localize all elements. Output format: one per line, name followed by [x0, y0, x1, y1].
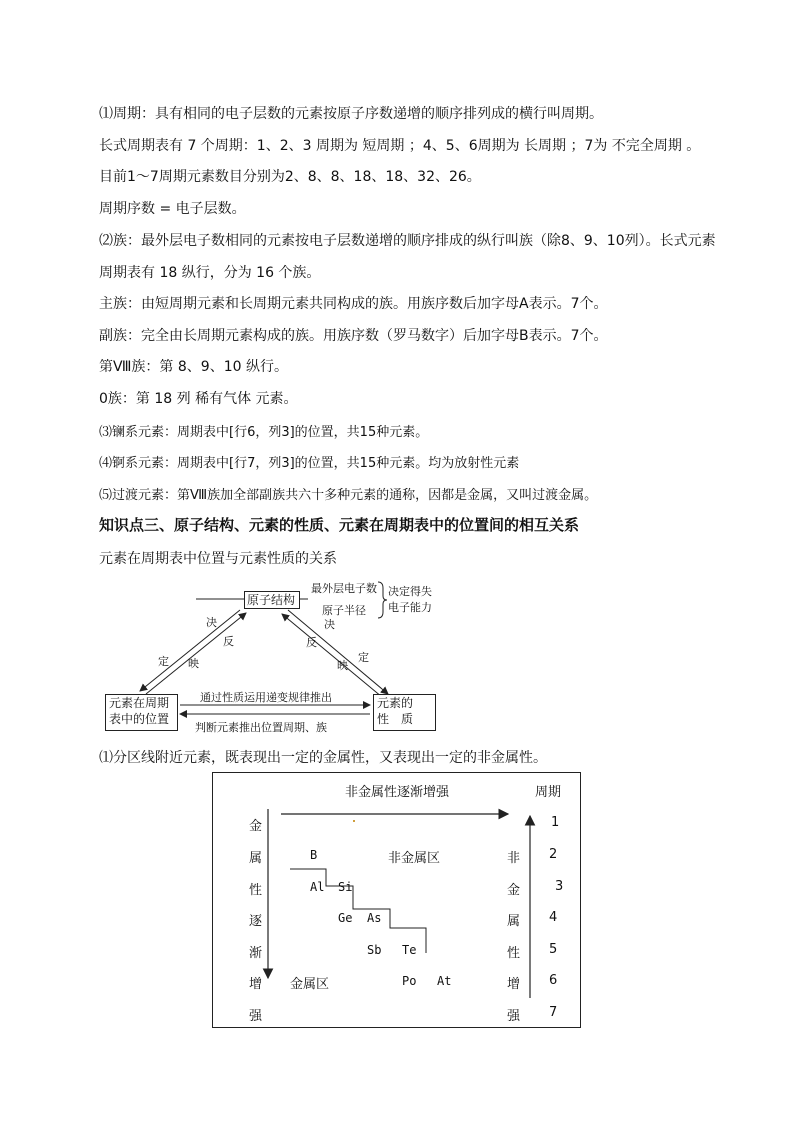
text-main-group: 主族：由短周期元素和长周期元素共同构成的族。用族序数后加字母A表示。7个。: [99, 296, 608, 312]
text-sub-group: 副族：完全由长周期元素构成的族。用族序数（罗马数字）后加字母B表示。7个。: [99, 328, 608, 344]
text-period-elements: 目前1～7周期元素数目分别为2、8、8、18、18、32、26。: [99, 169, 481, 185]
atom-structure-box: 原子结构: [244, 591, 300, 609]
left-vertical-char-7: 强: [249, 1009, 263, 1024]
trend-arrows: [213, 773, 580, 1027]
element-as: As: [367, 911, 382, 925]
derive-by-properties-label: 通过性质运用递变规律推出: [200, 691, 332, 704]
nonmetal-zone-label: 非金属区: [388, 851, 441, 866]
relationship-diagram: [100, 576, 440, 736]
period-number-7: 7: [549, 1005, 558, 1020]
right-vertical-char-5: 增: [507, 977, 521, 992]
properties-box: [373, 694, 436, 731]
left-arrow-char-3: 反: [223, 635, 234, 648]
metal-zone-label: 金属区: [290, 977, 330, 992]
derive-position-label: 判断元素推出位置周期、族: [195, 721, 327, 734]
text-group-definition: ⑵族：最外层电子数相同的元素按电子层数递增的顺序排成的纵行叫族（除8、9、10列）。长式元素: [99, 233, 716, 249]
right-vertical-char-4: 性: [507, 946, 521, 961]
element-al: Al: [310, 880, 325, 894]
text-group-viii: 第Ⅷ族：第 8、9、10 纵行。: [99, 359, 288, 375]
decide-label-1: 决定得失: [388, 585, 432, 598]
element-po: Po: [402, 974, 417, 988]
element-ge: Ge: [338, 911, 353, 925]
atomic-radius-label: 原子半径: [322, 604, 366, 617]
text-actinides: ⑷锕系元素：周期表中[行7，列3]的位置，共15种元素。均为放射性元素: [99, 456, 520, 471]
text-group-zero: 0族：第 18 列 稀有气体 元素。: [99, 391, 298, 407]
left-vertical-char-5: 渐: [249, 946, 263, 961]
left-vertical-char-4: 逐: [249, 914, 263, 929]
period-number-5: 5: [549, 942, 558, 957]
properties-box-line-2: 性 质: [377, 712, 414, 726]
text-period-count: 长式周期表有 7 个周期：1、2、3 周期为 短周期 ；4、5、6周期为 长周期 ；7为 不完全周期 。: [99, 138, 701, 154]
right-arrow-char-2: 定: [358, 651, 369, 664]
right-vertical-char-3: 属: [507, 914, 521, 929]
period-number-2: 2: [549, 847, 558, 862]
element-sb: Sb: [367, 943, 382, 957]
text-period-number: 周期序数 = 电子层数。: [99, 201, 246, 217]
left-vertical-char-2: 属: [249, 851, 263, 866]
text-transition-elements: ⑸过渡元素：第Ⅷ族加全部副族共六十多种元素的通称，因都是金属，又叫过渡金属。: [99, 488, 598, 503]
element-b: B: [310, 848, 318, 862]
period-number-6: 6: [549, 973, 558, 988]
element-te: Te: [402, 943, 417, 957]
properties-box-line-1: 元素的: [377, 696, 414, 710]
period-number-1: 1: [551, 815, 560, 830]
period-number-3: 3: [555, 879, 564, 894]
section-heading: 知识点三、原子结构、元素的性质、元素在周期表中的位置间的相互关系: [99, 516, 580, 534]
position-box: [105, 694, 178, 731]
right-arrow-char-4: 映: [337, 659, 348, 672]
right-vertical-char-2: 金: [507, 883, 521, 898]
left-vertical-char-6: 增: [249, 977, 263, 992]
outer-electrons-label: 最外层电子数: [311, 582, 377, 595]
left-arrow-char-2: 定: [158, 655, 169, 668]
left-vertical-char-3: 性: [249, 883, 263, 898]
text-lanthanides: ⑶镧系元素：周期表中[行6，列3]的位置，共15种元素。: [99, 425, 429, 440]
left-vertical-char-1: 金: [249, 819, 263, 834]
element-at: At: [437, 974, 452, 988]
right-vertical-char-1: 非: [507, 851, 521, 866]
decide-label-2: 电子能力: [388, 601, 432, 614]
nonmetallic-trend-label: 非金属性逐渐增强: [345, 785, 450, 800]
left-arrow-char-4: 映: [188, 657, 199, 670]
periodic-trend-box: [212, 772, 581, 1028]
period-title: 周期: [535, 785, 562, 800]
text-group-count: 周期表有 18 纵行，分为 16 个族。: [99, 265, 321, 281]
left-arrow-char-1: 决: [206, 616, 217, 629]
boundary-note: ⑴分区线附近元素，既表现出一定的金属性，又表现出一定的非金属性。: [99, 750, 547, 766]
right-arrow-char-1: 决: [324, 618, 335, 631]
right-arrow-char-3: 反: [306, 636, 317, 649]
subheading: 元素在周期表中位置与元素性质的关系: [99, 551, 337, 567]
element-si: Si: [338, 880, 353, 894]
position-box-line-2: 表中的位置: [109, 712, 170, 726]
text-period-definition: ⑴周期：具有相同的电子层数的元素按原子序数递增的顺序排列成的横行叫周期。: [99, 106, 603, 122]
right-vertical-char-6: 强: [507, 1009, 521, 1024]
position-box-line-1: 元素在周期: [109, 696, 170, 710]
period-number-4: 4: [549, 910, 558, 925]
